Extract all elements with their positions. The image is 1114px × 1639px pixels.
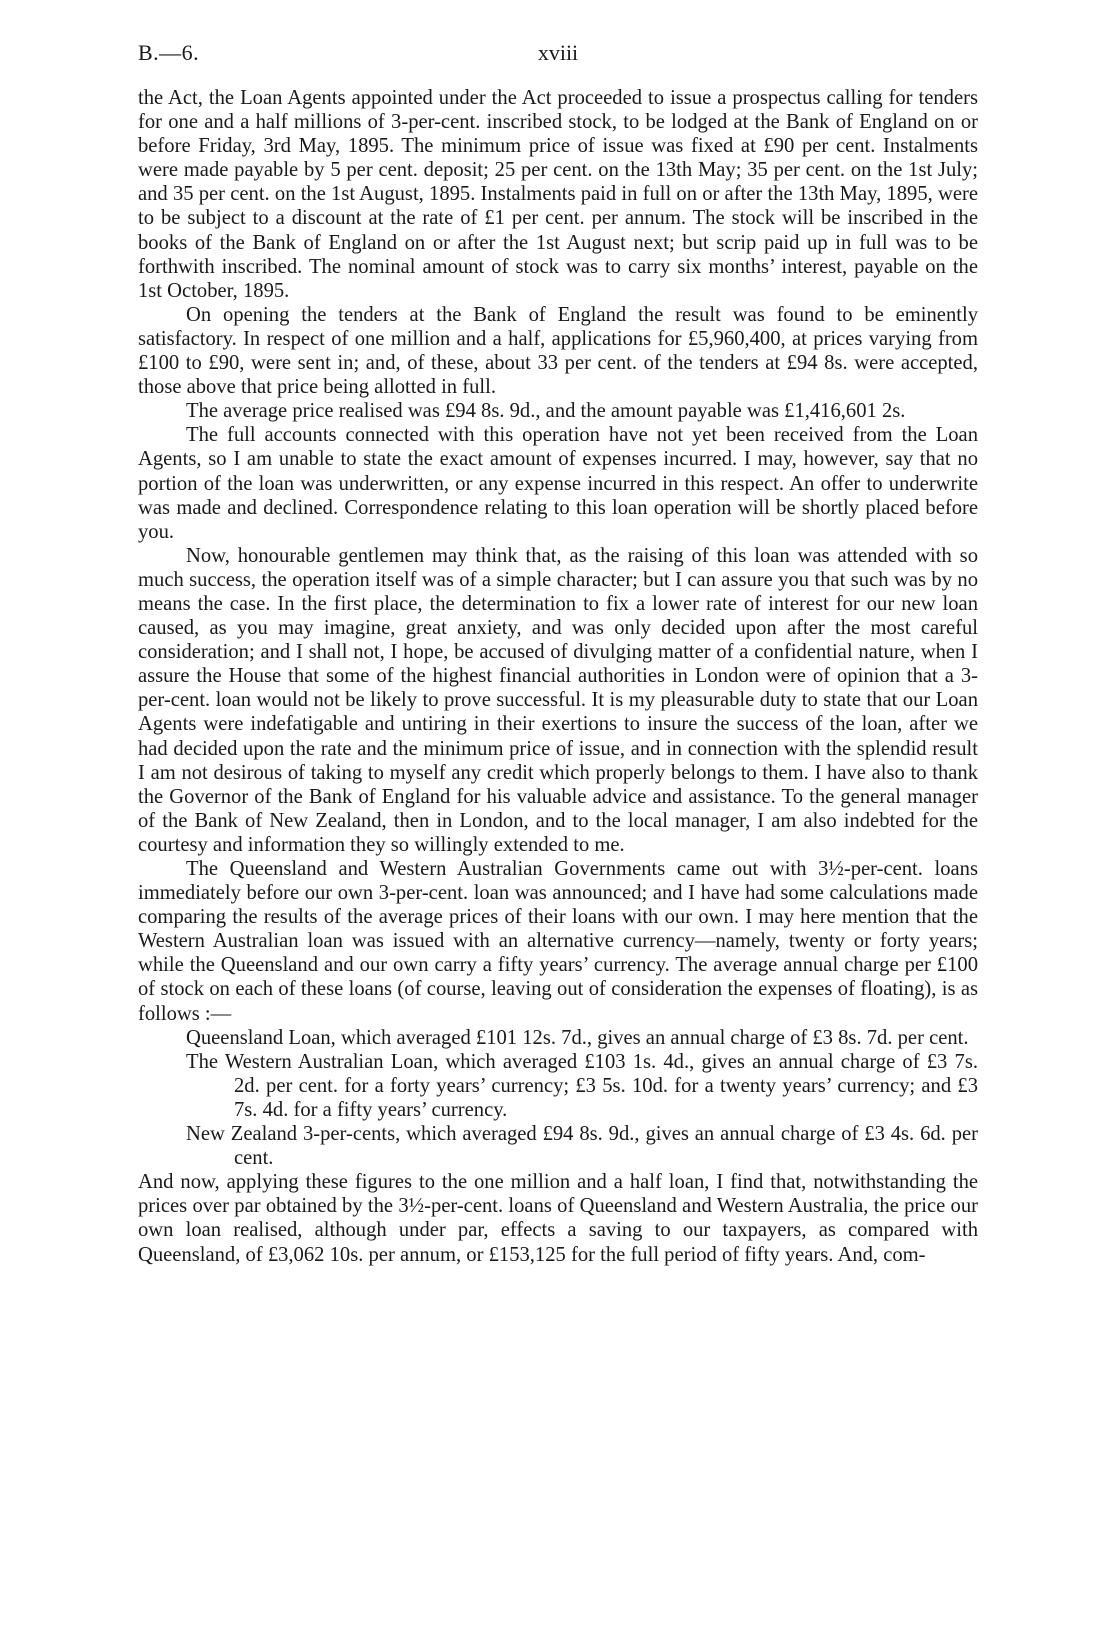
paragraph: Now, honourable gentlemen may think that, as the raising of this loan was attended with so much success, the operation itself was of a simple character; but I can assure you that such was by no means the case. In the first place, the determination to fix a lower rate of interest for our new loan caused, as you may imagine, great anxiety, and was only decided upon after the most careful consideration; and I shall not, I hope, be accused of divulging matter of a confidential nature, when I assure the House that some of the highest financial authorities in London were of opinion that a 3-per-cent. loan would not be likely to prove successful. It is my pleasurable duty to state that our Loan Agents were indefatigable and untiring in their exertions to insure the success of the loan, after we had decided upon the rate and the minimum price of issue, and in connection with the splendid result I am not desirous of taking to myself any credit which properly belongs to them. I have also to thank the Governor of the Bank of England for his valuable advice and assistance. To the general manager of the Bank of New Zealand, then in London, and to the local manager, I am also indebted for the courtesy and information they so willingly extended to me. — [138, 544, 978, 856]
list-item: New Zealand 3-per-cents, which averaged £94 8s. 9d., gives an annual charge of £3 4s. 6d. per cent. — [186, 1123, 978, 1170]
paragraph-continuation: the Act, the Loan Agents appointed under the Act proceeded to issue a prospectus calling for tenders for one and a half millions of 3-per-cent. inscribed stock, to be lodged at the Bank of England on or before Friday, 3rd May, 1895. The minimum price of issue was fixed at £90 per cent. Instalments were made payable by 5 per cent. deposit; 25 per cent. on the 13th May; 35 per cent. on the 1st July; and 35 per cent. on the 1st August, 1895. Instalments paid in full on or after the 13th May, 1895, were to be subject to a discount at the rate of £1 per cent. per annum. The stock will be inscribed in the books of the Bank of England on or after the 1st August next; but scrip paid up in full was to be forthwith inscribed. The nominal amount of stock was to carry six months’ interest, payable on the 1st October, 1895. — [138, 87, 978, 302]
paragraph: The Queensland and Western Australian Governments came out with 3½-per-cent. loans immediately before our own 3-per-cent. loan was announced; and I have had some calculations made comparing the results of the average prices of their loans with our own. I may here mention that the Western Australian loan was issued with an alternative currency—namely, twenty or forty years; while the Queensland and our own carry a fifty years’ currency. The average annual charge per £100 of stock on each of these loans (of course, leaving out of consideration the expenses of floating), is as follows :— — [138, 858, 978, 1025]
body-text — [138, 86, 978, 1267]
list-item: The Western Australian Loan, which averaged £103 1s. 4d., gives an annual charge of £3 7s. 2d. per cent. for a forty years’ currency; £3 5s. 10d. for a twenty years’ currency; and £3 7s. 4d. for a fifty years’ currency. — [186, 1050, 978, 1121]
paragraph: The average price realised was £94 8s. 9d., and the amount payable was £1,416,601 2s. — [186, 400, 906, 423]
closing-paragraph: And now, applying these figures to the one million and a half loan, I find that, notwithstanding the prices over par obtained by the 3½-per-cent. loans of Queensland and Western Australia, the price our own loan realised, although under par, effects a saving to our taxpayers, as compared with Queensland, of £3,062 10s. per annum, or £153,125 for the full period of fifty years. And, com- — [138, 1171, 978, 1266]
page-number: xviii — [537, 40, 579, 65]
document-reference: B.—6. — [138, 40, 200, 65]
list-item: Queensland Loan, which averaged £101 12s. 7d., gives an annual charge of £3 8s. 7d. per cent. — [186, 1026, 969, 1049]
paragraph: On opening the tenders at the Bank of England the result was found to be eminently satisfactory. In respect of one million and a half, applications for £5,960,400, at prices varying from £100 to £90, were sent in; and, of these, about 33 per cent. of the tenders at £94 8s. were accepted, those above that price being allotted in full. — [138, 303, 978, 399]
paragraph: The full accounts connected with this operation have not yet been received from the Loan Agents, so I am unable to state the exact amount of expenses incurred. I may, however, say that no portion of the loan was underwritten, or any expense incurred in this respect. An offer to underwrite was made and declined. Correspondence relating to this loan operation will be shortly placed before you. — [138, 424, 978, 543]
page-header — [138, 40, 978, 70]
